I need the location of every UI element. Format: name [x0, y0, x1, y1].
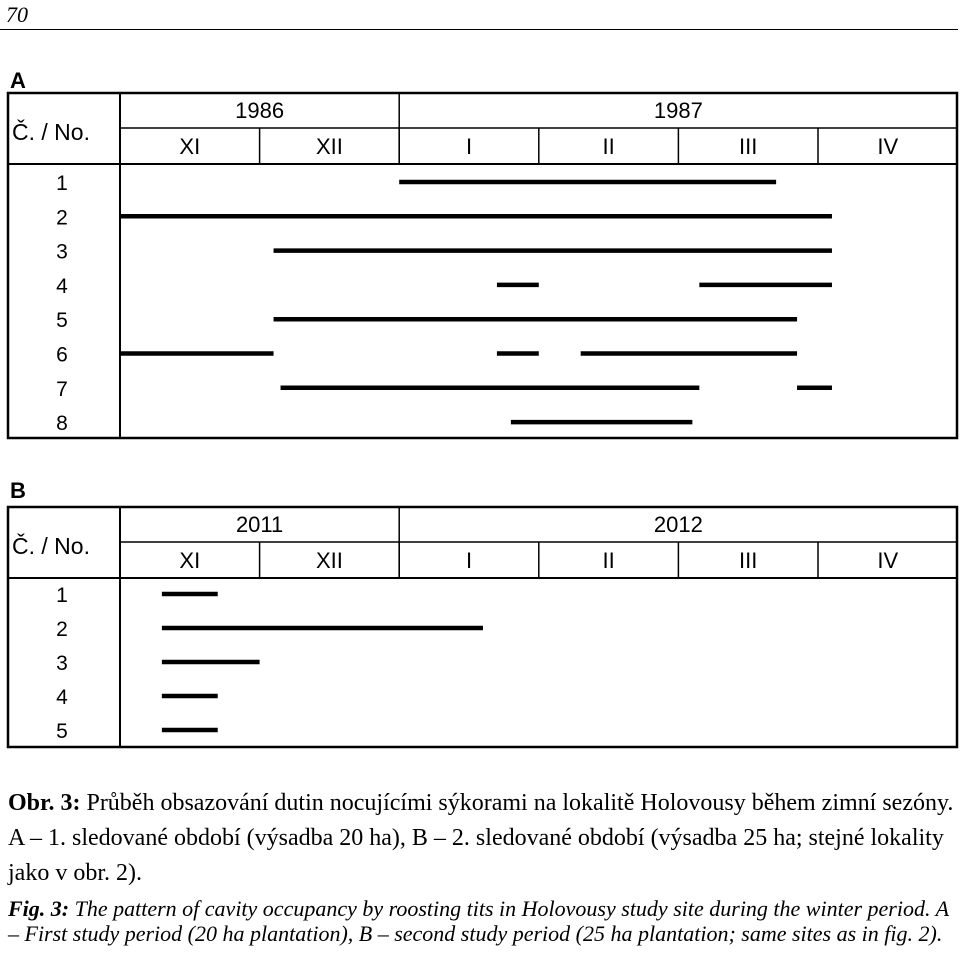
caption-czech: [8, 786, 956, 891]
month-label: II: [602, 134, 615, 159]
month-label: XI: [179, 134, 201, 159]
row-number: 3: [56, 240, 68, 264]
month-label: III: [739, 548, 758, 573]
month-label: I: [465, 134, 473, 159]
row-number: 4: [56, 274, 68, 298]
month-label: II: [602, 548, 615, 573]
header-rule: [0, 29, 958, 30]
row-number-header: Č. / No.: [12, 119, 90, 145]
year-label: 1986: [235, 98, 285, 123]
page-number: 70: [6, 2, 28, 27]
row-number: 5: [56, 720, 68, 743]
row-number: 2: [56, 206, 68, 230]
month-label: I: [465, 548, 473, 573]
month-label: IV: [877, 134, 899, 159]
year-label: 2012: [653, 512, 703, 537]
row-number: 2: [56, 618, 68, 641]
panel-b-label: B: [10, 478, 26, 503]
month-label: IV: [877, 548, 899, 573]
caption-english-label: Fig. 3:: [8, 896, 70, 921]
panel-b-chart: [0, 506, 960, 751]
row-number: 5: [56, 309, 68, 333]
year-label: 2011: [235, 512, 284, 537]
row-number-header: Č. / No.: [12, 533, 90, 559]
row-number: 8: [56, 412, 68, 436]
month-label: XII: [315, 548, 343, 573]
caption-english: [8, 896, 956, 946]
panel-a-label: A: [10, 68, 26, 93]
caption-czech-text: Průběh obsazování dutin nocujícími sýkorami na lokalitě Holovousy během zimní sezóny. A – 1. sledované období (výsadba 20 ha), B – 2. sledované období (výsadba 25 ha; stejné lokality jako v obr. 2).: [8, 790, 954, 886]
caption-english-text: The pattern of cavity occupancy by roosting tits in Holovousy study site during the winter period. A – First study period (20 ha plantation), B – second study period (25 ha plantation; same sites as in fig. 2).: [8, 896, 949, 946]
row-number: 6: [56, 343, 68, 367]
row-number: 7: [56, 377, 68, 401]
month-label: XI: [179, 548, 201, 573]
row-number: 1: [56, 172, 68, 195]
month-label: III: [739, 134, 758, 159]
row-number: 1: [56, 584, 68, 607]
row-number: 3: [56, 652, 68, 675]
row-number: 4: [56, 686, 68, 709]
year-label: 1987: [653, 98, 703, 123]
month-label: XII: [315, 134, 343, 159]
caption-czech-label: Obr. 3:: [8, 790, 81, 816]
panel-a-chart: [0, 92, 960, 442]
